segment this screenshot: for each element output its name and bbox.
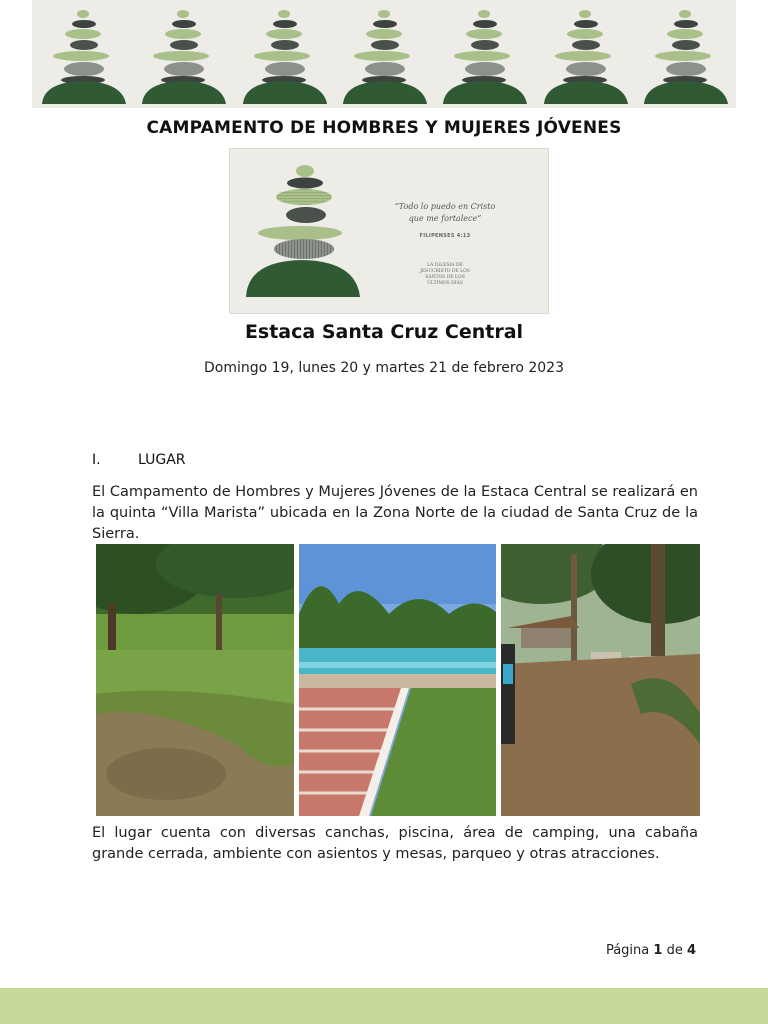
hero-quote: “Todo lo puedo en Cristo que me fortalece” [394, 202, 496, 223]
photo-forest-area [501, 544, 700, 816]
event-dates: Domingo 19, lunes 20 y martes 21 de febrero 2023 [204, 360, 564, 376]
header-banner [32, 0, 736, 108]
church-logo: LA IGLESIA DE JESUCRISTO DE LOS SANTOS DE LOS ÚLTIMOS DÍAS [420, 263, 470, 286]
stacked-stones-icon [640, 4, 730, 108]
stacked-stones-icon [439, 4, 529, 108]
page-number: Página 1 de 4 [605, 943, 696, 958]
amenities-paragraph: El lugar cuenta con diversas canchas, piscina, área de camping, una cabaña grande cerrada, ambiente con asientos y mesas, parqueo y otras atracciones. [92, 825, 698, 862]
current-page: 1 [653, 943, 663, 958]
section-number: I. [92, 452, 101, 468]
stake-name: Estaca Santa Cruz Central [244, 321, 524, 343]
footer-bar [0, 988, 768, 1024]
section-title: LUGAR [138, 452, 186, 468]
photo-pool [299, 544, 496, 816]
stacked-stones-icon [239, 4, 329, 108]
photo-lawn [96, 544, 294, 816]
stacked-stones-icon [38, 4, 128, 108]
hero-reference: FILIPENSES 4:13 [419, 233, 471, 239]
total-pages: 4 [686, 943, 696, 958]
hero-image [229, 148, 549, 314]
stacked-stones-icon [230, 149, 549, 314]
section-heading [92, 452, 186, 468]
stacked-stones-icon [138, 4, 228, 108]
stacked-stones-icon [339, 4, 429, 108]
location-paragraph: El Campamento de Hombres y Mujeres Jóvenes de la Estaca Central se realizará en la quinta “Villa Marista” ubicada en la Zona Norte de la ciudad de Santa Cruz de la Sierra. [92, 484, 698, 542]
document-title: CAMPAMENTO DE HOMBRES Y MUJERES JÓVENES [146, 118, 622, 138]
stacked-stones-icon [540, 4, 630, 108]
